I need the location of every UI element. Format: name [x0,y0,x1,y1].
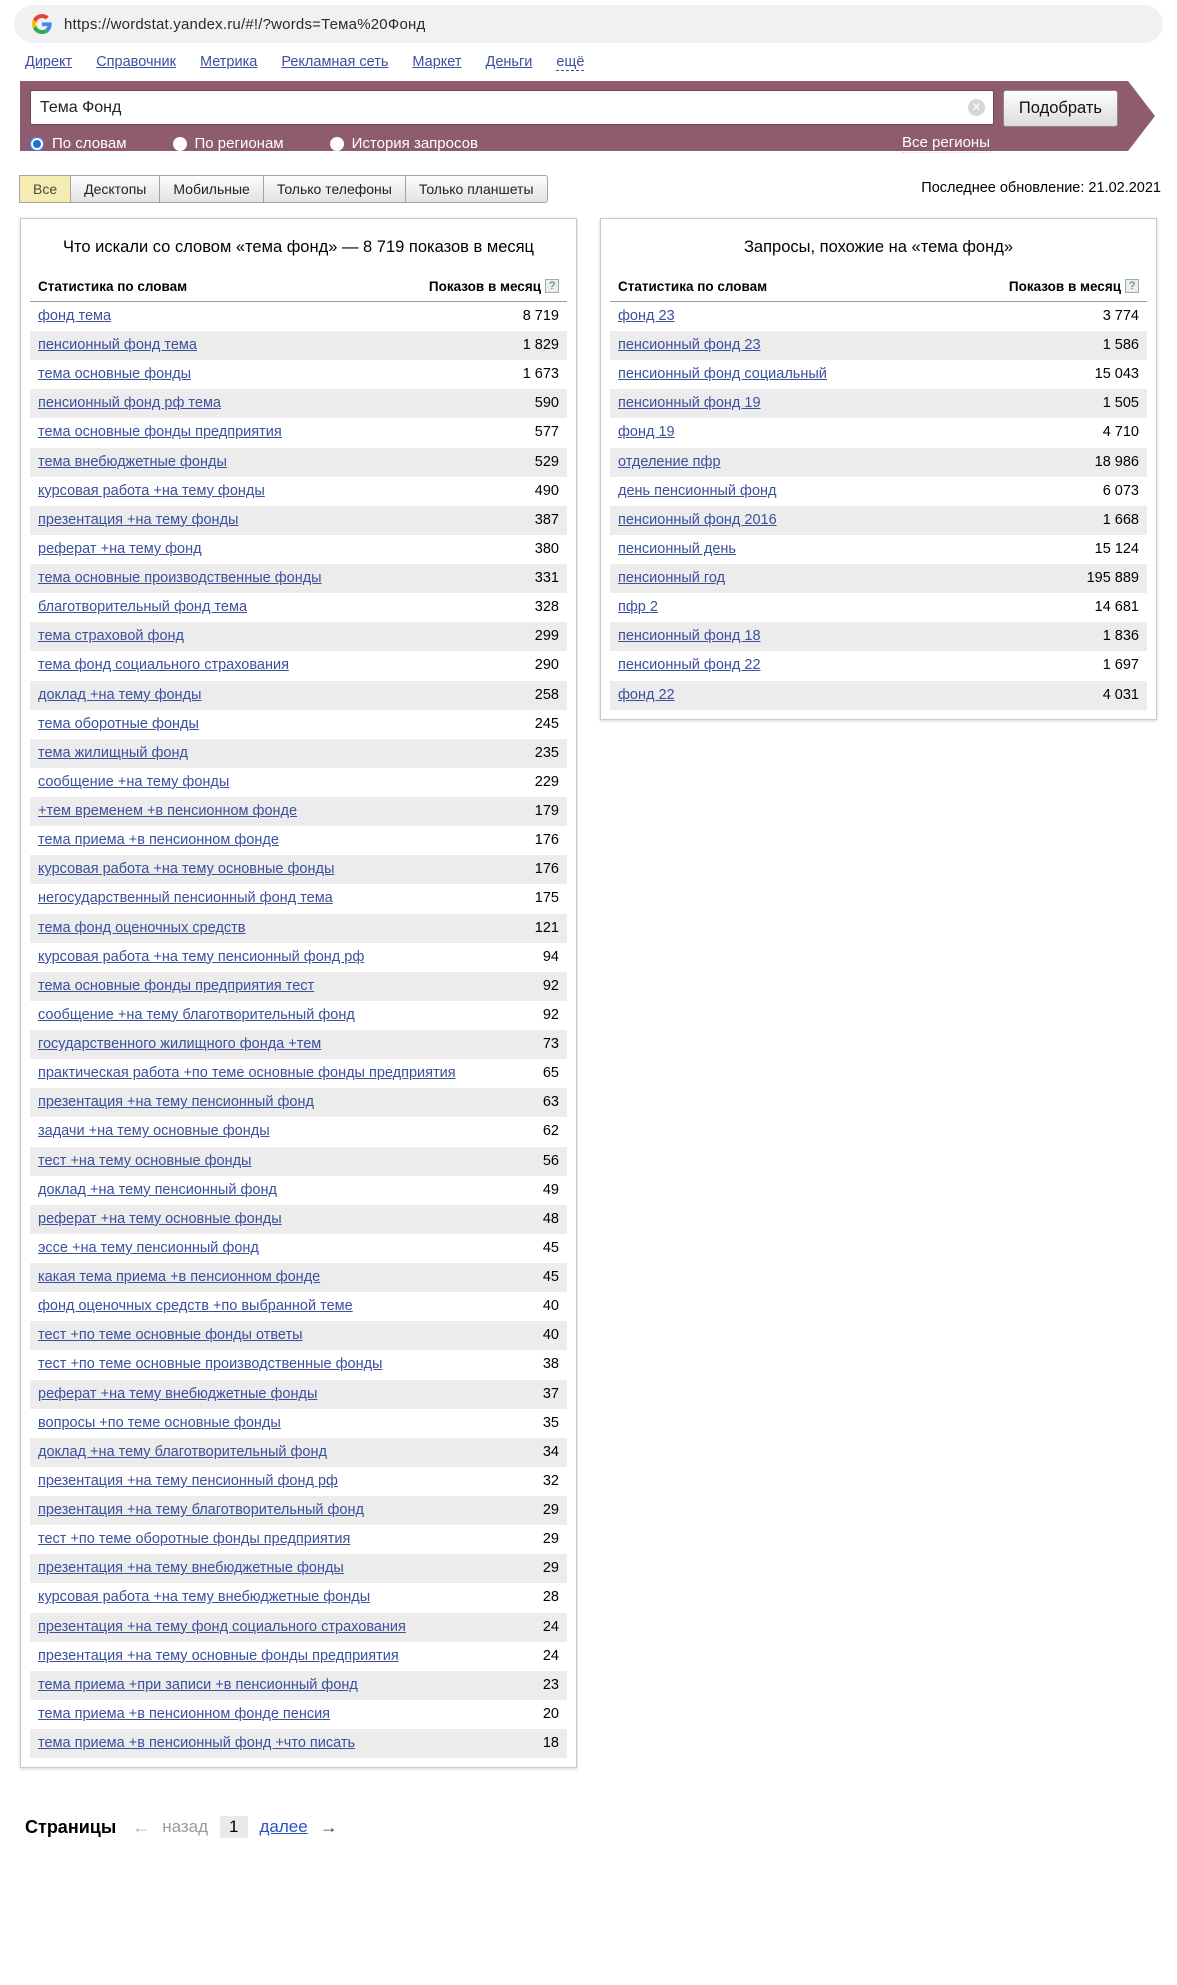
table-row [30,622,567,651]
search-mode-label: История запросов [351,135,478,152]
keyword-link[interactable]: курсовая работа +на тему основные фонды [38,861,335,878]
table-row [30,1176,567,1205]
nav-link[interactable]: Рекламная сеть [281,54,389,70]
keyword-link[interactable]: тема внебюджетные фонды [38,453,227,470]
impressions-count: 176 [534,832,559,849]
submit-button[interactable]: Подобрать [1003,90,1118,127]
table-row [30,564,567,593]
table-row [30,1321,567,1350]
keyword-link[interactable]: реферат +на тему внебюджетные фонды [38,1385,318,1402]
impressions-count: 3 774 [1102,307,1139,324]
keyword-link[interactable]: пенсионный фонд 18 [618,628,761,645]
impressions-count: 380 [534,540,559,557]
keywords-panel-title: Что искали со словом «тема фонд» — 8 719 показов в месяц [62,238,535,256]
impressions-count: 38 [542,1356,559,1373]
impressions-count: 1 829 [522,337,559,354]
keyword-link[interactable]: презентация +на тему фонды [38,511,239,528]
table-row [30,1729,567,1758]
table-row [610,418,1147,447]
table-row [30,506,567,535]
impressions-count: 15 124 [1094,540,1139,557]
impressions-count: 18 [542,1735,559,1752]
impressions-count: 35 [542,1414,559,1431]
keyword-link[interactable]: тест +по теме оборотные фонды предприятия [38,1531,351,1548]
table-row [30,1613,567,1642]
keyword-link[interactable]: презентация +на тему основные фонды предприятия [38,1647,399,1664]
keyword-link[interactable]: тема приема +в пенсионном фонде [38,832,279,849]
google-favicon-icon [32,14,52,34]
col-count-header: Показов в месяц [1008,278,1121,294]
table-row [30,360,567,389]
col-count-header: Показов в месяц [428,278,541,294]
impressions-count: 176 [534,861,559,878]
keyword-link[interactable]: благотворительный фонд тема [38,599,248,616]
keyword-link[interactable]: какая тема приема +в пенсионном фонде [38,1269,321,1286]
table-row [610,622,1147,651]
table-row [30,1001,567,1030]
impressions-count: 529 [534,453,559,470]
keyword-link[interactable]: тема страховой фонд [38,628,184,645]
table-row [30,1147,567,1176]
search-input[interactable] [30,90,994,125]
search-section [20,81,1128,151]
col-keyword-header: Статистика по словам [618,278,768,294]
table-row [610,448,1147,477]
impressions-count: 490 [534,482,559,499]
impressions-count: 387 [534,511,559,528]
impressions-count: 34 [542,1443,559,1460]
impressions-count: 1 505 [1102,395,1139,412]
back-link-disabled: назад [162,1817,209,1837]
table-row [30,302,567,331]
table-row [30,418,567,447]
keyword-link[interactable]: тест +на тему основные фонды [38,1152,252,1169]
url-text[interactable]: https://wordstat.yandex.ru/#!/?words=Тема%20Фонд [64,15,426,33]
impressions-count: 1 668 [1102,511,1139,528]
keyword-link[interactable]: пенсионный фонд рф тема [38,395,221,412]
search-mode-radio[interactable] [30,135,127,152]
table-row [30,1525,567,1554]
keyword-link[interactable]: тест +по теме основные производственные фонды [38,1356,383,1373]
impressions-count: 65 [542,1065,559,1082]
impressions-count: 121 [534,919,559,936]
keyword-link[interactable]: практическая работа +по теме основные фонды предприятия [38,1065,456,1082]
keyword-link[interactable]: тема основные фонды [38,366,192,383]
keyword-link[interactable]: пенсионный фонд 23 [618,337,761,354]
impressions-count: 1 697 [1102,657,1139,674]
table-row [30,1350,567,1379]
impressions-count: 45 [542,1269,559,1286]
nav-link[interactable]: Справочник [96,54,176,70]
pagination [25,1816,1177,1838]
help-icon[interactable]: ? [1125,279,1139,293]
keyword-link[interactable]: фонд оценочных средств +по выбранной теме [38,1298,353,1315]
impressions-count: 331 [534,570,559,587]
services-nav [25,54,1163,71]
help-icon[interactable]: ? [545,279,559,293]
table-header [30,276,567,302]
table-row [30,972,567,1001]
next-page-link[interactable]: далее [259,1817,308,1837]
impressions-count: 28 [542,1589,559,1606]
impressions-count: 1 673 [522,366,559,383]
table-row [30,1030,567,1059]
table-row [30,1642,567,1671]
table-row [30,651,567,680]
keyword-link[interactable]: эссе +на тему пенсионный фонд [38,1239,259,1256]
impressions-count: 290 [534,657,559,674]
device-tabs-row [20,175,1161,203]
clear-search-icon[interactable]: ✕ [968,99,985,116]
keyword-link[interactable]: курсовая работа +на тему фонды [38,482,265,499]
impressions-count: 577 [534,424,559,441]
impressions-count: 328 [534,599,559,616]
keyword-link[interactable]: пенсионный фонд 22 [618,657,761,674]
device-tab[interactable]: Десктопы [70,175,160,203]
keyword-link[interactable]: тема основные фонды предприятия [38,424,282,441]
similar-panel-title: Запросы, похожие на «тема фонд» [743,238,1014,256]
device-tab[interactable]: Мобильные [159,175,264,203]
keyword-link[interactable]: пенсионный фонд тема [38,337,197,354]
table-row [610,564,1147,593]
impressions-count: 18 986 [1094,453,1139,470]
impressions-count: 73 [542,1036,559,1053]
keyword-link[interactable]: тема оборотные фонды [38,715,199,732]
table-row [610,331,1147,360]
device-tab[interactable]: Только планшеты [405,175,548,203]
table-row [30,535,567,564]
search-mode-radio[interactable] [330,135,478,152]
impressions-count: 40 [542,1298,559,1315]
impressions-count: 62 [542,1123,559,1140]
table-row [30,448,567,477]
table-row [30,1380,567,1409]
table-row [30,1205,567,1234]
impressions-count: 49 [542,1181,559,1198]
keyword-link[interactable]: +тем временем +в пенсионном фонде [38,803,298,820]
impressions-count: 24 [542,1618,559,1635]
table-row [30,768,567,797]
impressions-count: 20 [542,1705,559,1722]
keyword-link[interactable]: задачи +на тему основные фонды [38,1123,270,1140]
keyword-link[interactable]: фонд 23 [618,307,675,324]
impressions-count: 15 043 [1094,366,1139,383]
nav-link-more[interactable]: ещё [556,54,585,70]
impressions-count: 590 [534,395,559,412]
keyword-link[interactable]: сообщение +на тему благотворительный фонд [38,1006,355,1023]
impressions-count: 92 [542,1006,559,1023]
keyword-link[interactable]: доклад +на тему благотворительный фонд [38,1443,327,1460]
keyword-link[interactable]: тест +по теме основные фонды ответы [38,1327,303,1344]
table-row [30,1671,567,1700]
impressions-count: 8 719 [522,307,559,324]
keyword-link[interactable]: презентация +на тему пенсионный фонд [38,1094,314,1111]
table-row [30,1467,567,1496]
all-regions-link[interactable]: Все регионы [902,134,990,151]
impressions-count: 48 [542,1210,559,1227]
impressions-count: 175 [534,890,559,907]
table-row [610,302,1147,331]
pages-label: Страницы [25,1816,117,1837]
impressions-count: 94 [542,948,559,965]
keyword-link[interactable]: реферат +на тему фонд [38,540,202,557]
impressions-count: 29 [542,1531,559,1548]
table-header [610,276,1147,302]
table-row [30,855,567,884]
impressions-count: 245 [534,715,559,732]
keyword-link[interactable]: доклад +на тему пенсионный фонд [38,1181,277,1198]
back-arrow-icon: ← [132,1816,151,1837]
impressions-count: 29 [542,1560,559,1577]
keyword-link[interactable]: пенсионный фонд социальный [618,366,827,383]
impressions-count: 56 [542,1152,559,1169]
table-row [30,593,567,622]
keywords-panel [20,218,577,1768]
keyword-link[interactable]: пенсионный год [618,570,726,587]
table-row [30,1263,567,1292]
impressions-count: 24 [542,1647,559,1664]
device-tab[interactable]: Все [19,175,71,203]
impressions-count: 229 [534,773,559,790]
keyword-link[interactable]: пенсионный день [618,540,736,557]
similar-queries-table [610,302,1147,710]
impressions-count: 1 586 [1102,337,1139,354]
table-row [610,360,1147,389]
keywords-table [30,302,567,1758]
keyword-link[interactable]: тема фонд оценочных средств [38,919,246,936]
table-row [30,331,567,360]
nav-link[interactable]: Деньги [485,54,533,70]
impressions-count: 4 710 [1102,424,1139,441]
impressions-count: 1 836 [1102,628,1139,645]
keyword-link[interactable]: презентация +на тему пенсионный фонд рф [38,1472,338,1489]
impressions-count: 258 [534,686,559,703]
nav-link[interactable]: Директ [25,54,73,70]
keyword-link[interactable]: презентация +на тему внебюджетные фонды [38,1560,344,1577]
keyword-link[interactable]: фонд 22 [618,686,675,703]
keyword-link[interactable]: курсовая работа +на тему внебюджетные фонды [38,1589,371,1606]
table-row [30,681,567,710]
table-row [610,477,1147,506]
table-row [30,884,567,913]
radio-icon[interactable] [330,137,344,151]
radio-icon[interactable] [173,137,187,151]
table-row [610,681,1147,710]
keyword-link[interactable]: тема приема +в пенсионном фонде пенсия [38,1705,331,1722]
table-row [30,1088,567,1117]
impressions-count: 32 [542,1472,559,1489]
table-row [30,1700,567,1729]
search-bar-arrow [1128,81,1155,151]
keyword-link[interactable]: пенсионный фонд 19 [618,395,761,412]
keyword-link[interactable]: презентация +на тему фонд социального страхования [38,1618,406,1635]
impressions-count: 6 073 [1102,482,1139,499]
impressions-count: 29 [542,1502,559,1519]
impressions-count: 40 [542,1327,559,1344]
keyword-link[interactable]: сообщение +на тему фонды [38,773,230,790]
impressions-count: 37 [542,1385,559,1402]
table-row [30,1292,567,1321]
impressions-count: 92 [542,977,559,994]
keyword-link[interactable]: фонд тема [38,307,112,324]
impressions-count: 195 889 [1086,570,1139,587]
impressions-count: 45 [542,1239,559,1256]
table-row [30,710,567,739]
search-mode-row [30,127,1118,160]
keyword-link[interactable]: государственного жилищного фонда +тем [38,1036,322,1053]
keyword-link[interactable]: день пенсионный фонд [618,482,777,499]
table-row [30,389,567,418]
current-page: 1 [220,1816,247,1838]
table-row [30,739,567,768]
table-row [30,1583,567,1612]
impressions-count: 235 [534,744,559,761]
keyword-link[interactable]: тема фонд социального страхования [38,657,289,674]
keyword-link[interactable]: доклад +на тему фонды [38,686,202,703]
nav-link[interactable]: Маркет [412,54,462,70]
keyword-link[interactable]: тема приема +при записи +в пенсионный фонд [38,1676,358,1693]
table-row [30,1438,567,1467]
keyword-link[interactable]: тема основные производственные фонды [38,570,322,587]
keyword-link[interactable]: пенсионный фонд 2016 [618,511,777,528]
keyword-link[interactable]: реферат +на тему основные фонды [38,1210,282,1227]
table-row [30,914,567,943]
table-row [30,1059,567,1088]
keyword-link[interactable]: отделение пфр [618,453,721,470]
browser-address-bar[interactable] [14,5,1163,43]
impressions-count: 4 031 [1102,686,1139,703]
radio-icon[interactable] [30,137,44,151]
table-row [30,1409,567,1438]
table-row [30,1496,567,1525]
table-row [30,1554,567,1583]
keyword-link[interactable]: тема приема +в пенсионный фонд +что писать [38,1735,356,1752]
keyword-link[interactable]: фонд 19 [618,424,675,441]
table-row [30,826,567,855]
similar-queries-panel [600,218,1157,720]
impressions-count: 63 [542,1094,559,1111]
impressions-count: 23 [542,1676,559,1693]
nav-link[interactable]: Метрика [199,54,258,70]
table-row [610,506,1147,535]
keyword-link[interactable]: презентация +на тему благотворительный фонд [38,1502,364,1519]
table-row [610,535,1147,564]
table-row [30,477,567,506]
keyword-link[interactable]: вопросы +по теме основные фонды [38,1414,281,1431]
next-arrow-icon[interactable]: → [319,1816,338,1837]
search-mode-radio[interactable] [173,135,284,152]
table-row [30,797,567,826]
table-row [610,593,1147,622]
search-mode-label: По словам [52,135,127,152]
table-row [610,389,1147,418]
keyword-link[interactable]: пфр 2 [618,599,658,616]
table-row [30,1234,567,1263]
col-keyword-header: Статистика по словам [38,278,188,294]
impressions-count: 14 681 [1094,599,1139,616]
keyword-link[interactable]: негосударственный пенсионный фонд тема [38,890,333,907]
keyword-link[interactable]: тема жилищный фонд [38,744,188,761]
search-mode-label: По регионам [194,135,284,152]
keyword-link[interactable]: тема основные фонды предприятия тест [38,977,315,994]
table-row [30,943,567,972]
device-tab[interactable]: Только телефоны [263,175,406,203]
impressions-count: 179 [534,803,559,820]
keyword-link[interactable]: курсовая работа +на тему пенсионный фонд рф [38,948,365,965]
last-update-text: Последнее обновление: 21.02.2021 [921,180,1161,196]
table-row [610,651,1147,680]
table-row [30,1117,567,1146]
impressions-count: 299 [534,628,559,645]
